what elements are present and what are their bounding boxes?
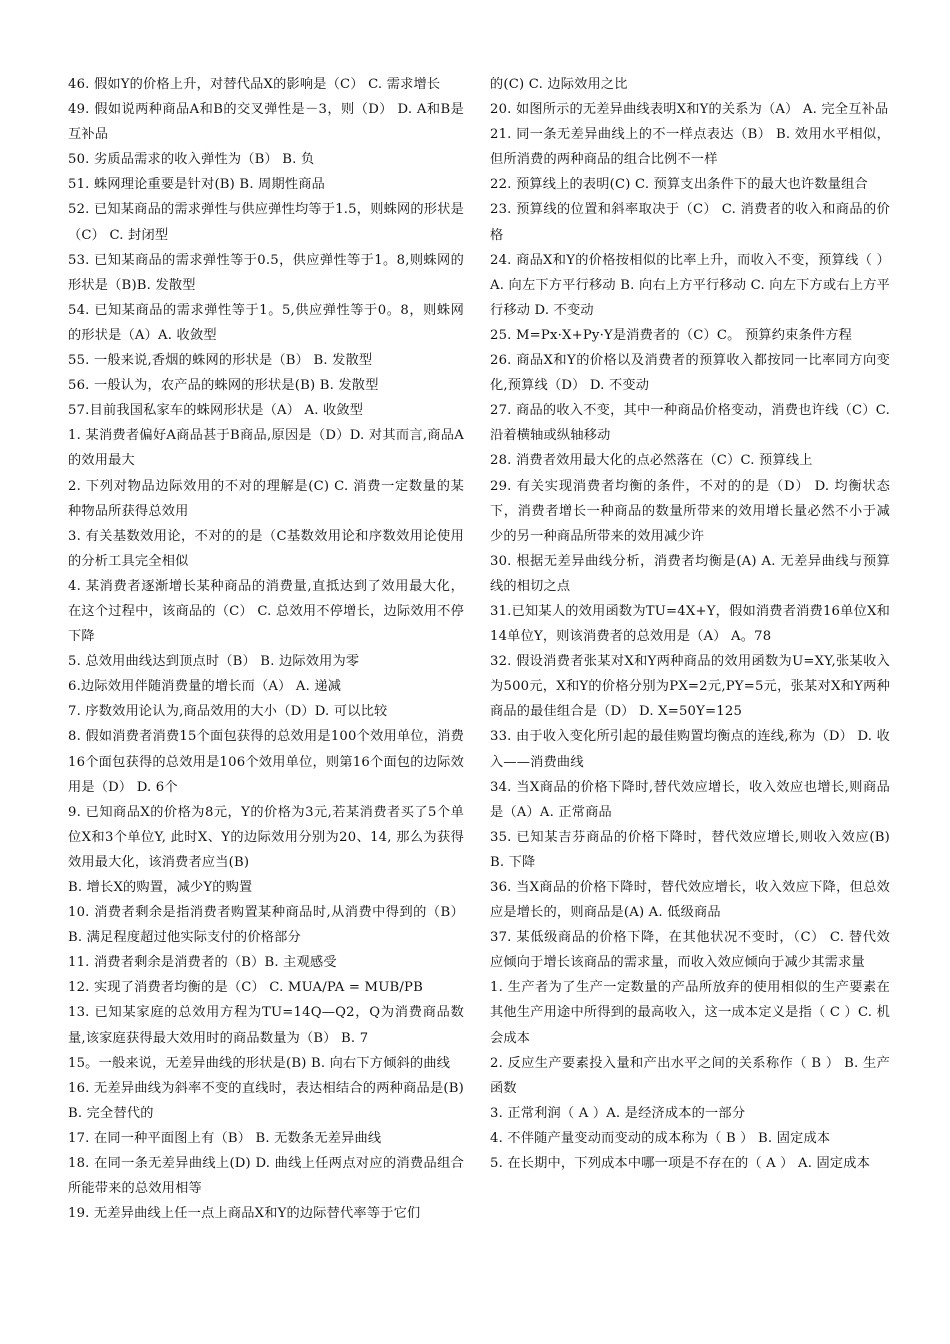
question-item: 25. M=Px·X+Py·Y是消费者的（C）C。 预算约束条件方程 bbox=[490, 327, 853, 343]
question-item: 46. 假如Y的价格上升，对替代品X的影响是（C） C. 需求增长 bbox=[68, 77, 441, 92]
question-item: 18. 在同一条无差异曲线上(D) D. 曲线上任两点对应的消费品组合所能带来的总效用相等 bbox=[68, 1156, 464, 1197]
question-item: 29. 有关实现消费者均衡的条件，不对的的是（D） D. 均衡状态下，消费者增长一种商品的数量所带来的效用增长量必然不小于减少的另一种商品所带来的效用减少许 bbox=[490, 478, 890, 544]
question-item: 1. 生产者为了生产一定数量的产品所放弃的使用相似的生产要素在其他生产用途中所得到的最高收入，这一成本定义是指（ C ）C. 机会成本 bbox=[490, 980, 890, 1046]
question-item: 15。一般来说，无差异曲线的形状是(B) B. 向右下方倾斜的曲线 bbox=[68, 1055, 451, 1071]
question-item: 20. 如图所示的无差异曲线表明X和Y的关系为（A） A. 完全互补品 bbox=[490, 102, 889, 118]
question-item: 3. 正常利润（ A ）A. 是经济成本的一部分 bbox=[490, 1105, 746, 1121]
question-item: 52. 已知某商品的需求弹性与供应弹性均等于1.5，则蛛网的形状是（C） C. 封闭型 bbox=[68, 202, 464, 243]
question-item: 16. 无差异曲线为斜率不变的直线时，表达相结合的两种商品是(B) B. 完全替代的 bbox=[68, 1080, 464, 1121]
right-column bbox=[490, 72, 890, 1176]
question-item: 30. 根据无差异曲线分析，消费者均衡是(A) A. 无差异曲线与预算线的相切之点 bbox=[490, 553, 890, 594]
question-item: 5. 在长期中，下列成本中哪一项是不存在的（ A ） A. 固定成本 bbox=[490, 1156, 871, 1172]
question-item: 33. 由于收入变化所引起的最佳购置均衡点的连线,称为（D） D. 收入——消费曲线 bbox=[490, 729, 890, 770]
question-item: 4. 某消费者逐渐增长某种商品的消费量,直抵达到了效用最大化，在这个过程中，该商品的（C） C. 总效用不停增长，边际效用不停下降 bbox=[68, 578, 464, 645]
question-item: 10. 消费者剩余是指消费者购置某种商品时,从消费中得到的（B） B. 满足程度超过他实际支付的价格部分 bbox=[68, 905, 464, 946]
question-item: 32. 假设消费者张某对X和Y两种商品的效用函数为U=XY,张某收入为500元，X和Y的价格分别为PX=2元,PY=5元，张某对X和Y两种商品的最佳组合是（D） D. X=50Y=125 bbox=[490, 654, 890, 720]
question-item: 51. 蛛网理论重要是针对(B) B. 周期性商品 bbox=[68, 177, 326, 193]
question-item: 22. 预算线上的表明(C) C. 预算支出条件下的最大也许数量组合 bbox=[490, 177, 868, 193]
question-item: 50. 劣质品需求的收入弹性为（B） B. 负 bbox=[68, 152, 315, 168]
question-item: 5. 总效用曲线达到顶点时（B） B. 边际效用为零 bbox=[68, 654, 360, 670]
question-item: 2. 反应生产要素投入量和产出水平之间的关系称作（ B ） B. 生产函数 bbox=[490, 1055, 890, 1096]
question-item: 24. 商品X和Y的价格按相似的比率上升，而收入不变，预算线（ ） A. 向左下方平行移动 B. 向右上方平行移动 C. 向左下方或右上方平行移动 D. 不变动 bbox=[490, 252, 890, 318]
question-item: 37. 某低级商品的价格下降，在其他状况不变时，（C） C. 替代效应倾向于增长该商品的需求量，而收入效应倾向于减少其需求量 bbox=[490, 930, 890, 971]
question-item: 28. 消费者效用最大化的点必然落在（C）C. 预算线上 bbox=[490, 453, 813, 469]
question-item: 55. 一般来说,香烟的蛛网的形状是（B） B. 发散型 bbox=[68, 353, 373, 369]
question-item: 56. 一般认为，农产品的蛛网的形状是(B) B. 发散型 bbox=[68, 378, 379, 394]
question-item: 1. 某消费者偏好A商品甚于B商品,原因是（D）D. 对其而言,商品A的效用最大 bbox=[68, 428, 464, 469]
question-item: 2. 下列对物品边际效用的不对的理解是(C) C. 消费一定数量的某种物品所获得总效用 bbox=[68, 478, 464, 519]
question-item: 53. 已知某商品的需求弹性等于0.5，供应弹性等于1。8,则蛛网的形状是（B)B. 发散型 bbox=[68, 252, 464, 293]
question-item: 13. 已知某家庭的总效用方程为TU=14Q—Q2，Q为消费商品数量,该家庭获得最大效用时的商品数量为（B） B. 7 bbox=[68, 1005, 464, 1046]
question-item: 35. 已知某吉芬商品的价格下降时，替代效应增长,则收入效应(B) B. 下降 bbox=[490, 829, 890, 870]
question-item: 17. 在同一种平面图上有（B） B. 无数条无差异曲线 bbox=[68, 1130, 382, 1146]
question-item: 21. 同一条无差异曲线上的不一样点表达（B） B. 效用水平相似，但所消费的两种商品的组合比例不一样 bbox=[490, 127, 890, 168]
question-item: 的(C) C. 边际效用之比 bbox=[490, 77, 628, 92]
question-item: 12. 实现了消费者均衡的是（C） C. MUA/PA = MUB/PB bbox=[68, 980, 424, 996]
question-item: B. 增长X的购置，减少Y的购置 bbox=[68, 880, 253, 895]
question-item: 27. 商品的收入不变，其中一种商品价格变动，消费也许线（C）C. 沿着横轴或纵轴移动 bbox=[490, 403, 890, 444]
question-item: 7. 序数效用论认为,商品效用的大小（D）D. 可以比较 bbox=[68, 704, 388, 720]
question-item: 54. 已知某商品的需求弹性等于1。5,供应弹性等于0。8，则蛛网的形状是（A）A. 收敛型 bbox=[68, 302, 464, 343]
question-item: 19. 无差异曲线上任一点上商品X和Y的边际替代率等于它们 bbox=[68, 1206, 421, 1222]
question-item: 9. 已知商品X的价格为8元，Y的价格为3元,若某消费者买了5个单位X和3个单位Y, 此时X、Y的边际效用分别为20、14, 那么为获得效用最大化，该消费者应当(B) bbox=[68, 804, 464, 870]
question-item: 8. 假如消费者消费15个面包获得的总效用是100个效用单位，消费16个面包获得的总效用是106个效用单位，则第16个面包的边际效用是（D） D. 6个 bbox=[68, 729, 464, 795]
question-item: 31.已知某人的效用函数为TU=4X+Y，假如消费者消费16单位X和14单位Y，则该消费者的总效用是（A） A。78 bbox=[490, 603, 890, 645]
question-item: 11. 消费者剩余是消费者的（B）B. 主观感受 bbox=[68, 955, 337, 971]
question-item: 23. 预算线的位置和斜率取决于（C） C. 消费者的收入和商品的价格 bbox=[490, 202, 890, 243]
question-item: 36. 当X商品的价格下降时，替代效应增长，收入效应下降，但总效应是增长的，则商品是(A) A. 低级商品 bbox=[490, 880, 890, 921]
question-item: 4. 不伴随产量变动而变动的成本称为（ B ） B. 固定成本 bbox=[490, 1130, 831, 1146]
question-item: 34. 当X商品的价格下降时,替代效应增长，收入效应也增长,则商品是（A）A. 正常商品 bbox=[490, 779, 890, 820]
question-item: 6.边际效用伴随消费量的增长而（A） A. 递减 bbox=[68, 679, 342, 695]
question-item: 26. 商品X和Y的价格以及消费者的预算收入都按同一比率同方向变化,预算线（D） D. 不变动 bbox=[490, 353, 890, 394]
question-item: 49. 假如说两种商品A和B的交叉弹性是－3，则（D） D. A和B是互补品 bbox=[68, 102, 464, 143]
left-column bbox=[68, 72, 464, 1226]
question-item: 3. 有关基数效用论，不对的的是（C基数效用论和序数效用论使用的分析工具完全相似 bbox=[68, 528, 464, 569]
question-item: 57.目前我国私家车的蛛网形状是（A） A. 收敛型 bbox=[68, 403, 364, 419]
